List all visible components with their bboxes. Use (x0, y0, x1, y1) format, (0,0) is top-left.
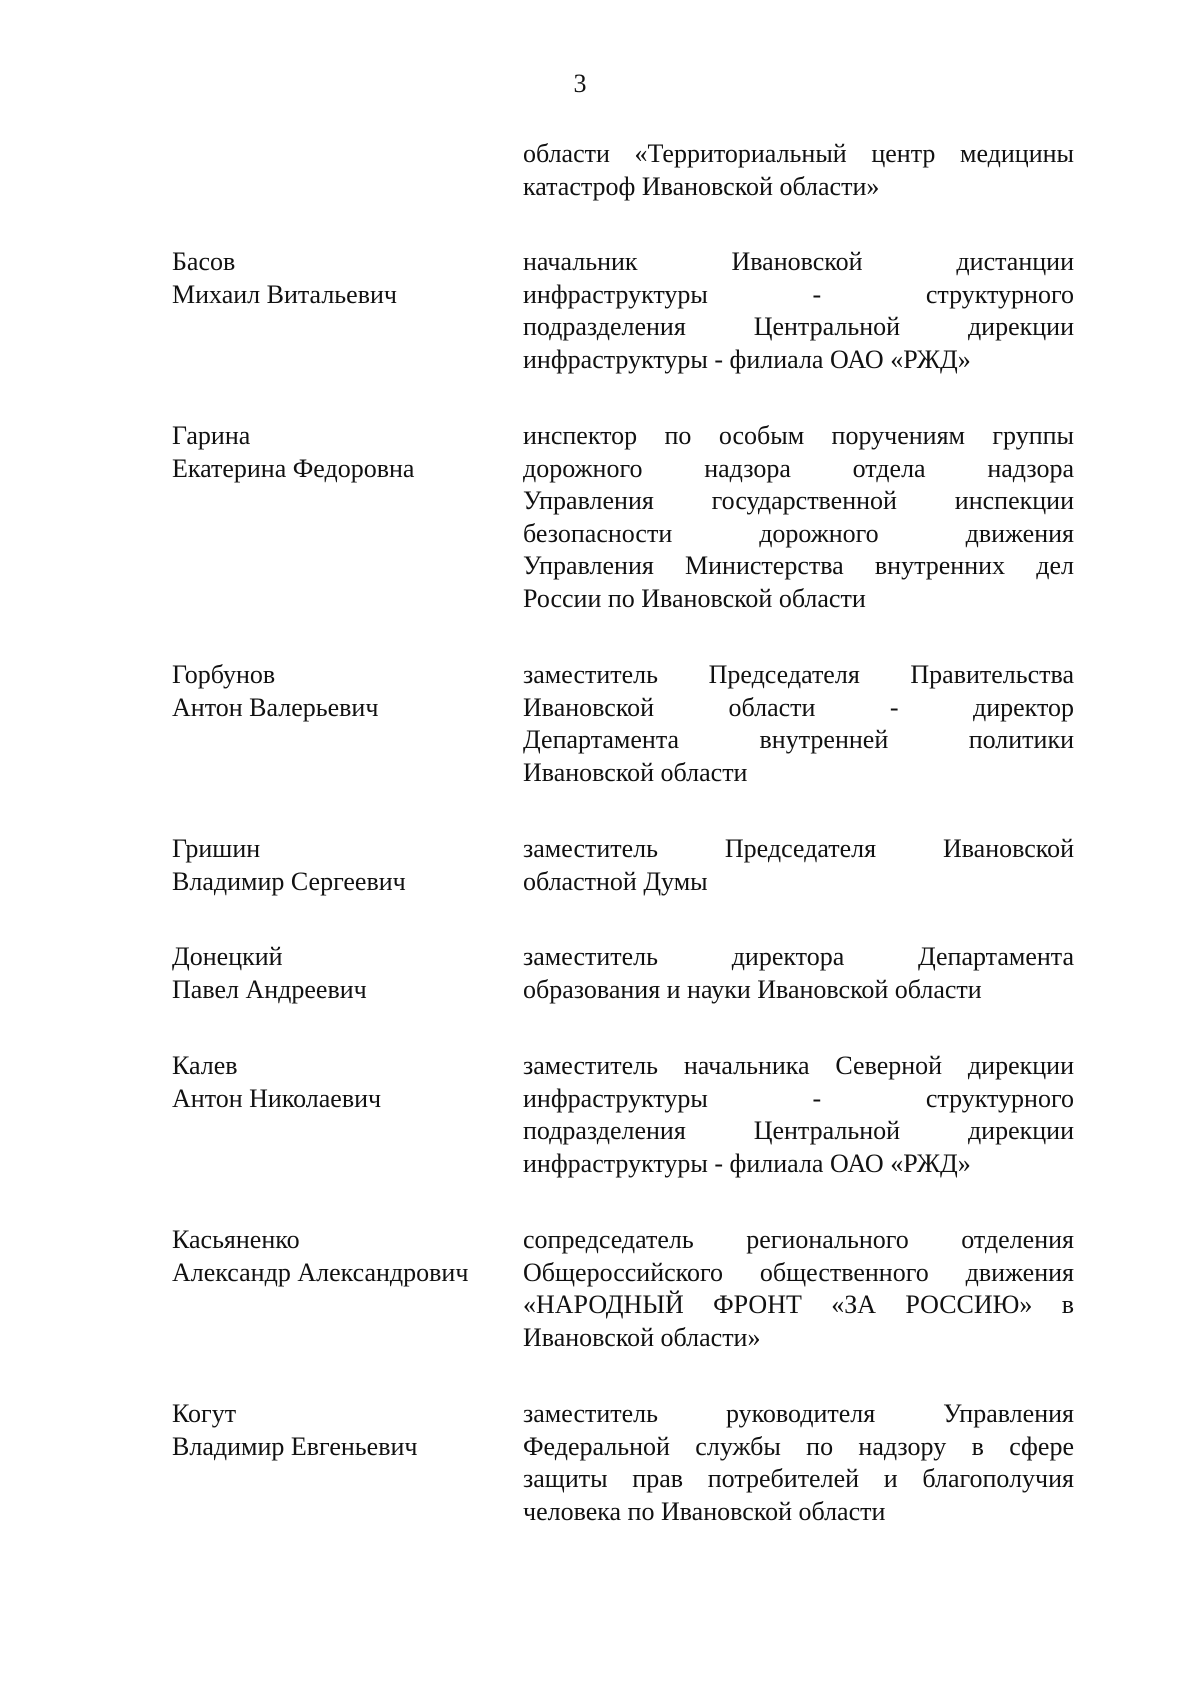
member-position (523, 833, 1074, 898)
position-line: заместитель руководителя Управления (523, 1399, 1074, 1428)
member-position (523, 420, 1074, 615)
member-name (172, 941, 512, 1006)
position-line: инфраструктуры - филиала ОАО «РЖД» (523, 1148, 971, 1178)
position-line: начальник Ивановской дистанции (523, 247, 1074, 276)
position-line: защиты прав потребителей и благополучия (523, 1464, 1074, 1493)
member-given-names: Владимир Евгеньевич (172, 1431, 418, 1461)
member-name (172, 1224, 512, 1289)
member-surname: Гарина (172, 421, 251, 450)
position-line: инфраструктуры - структурного (523, 279, 1074, 309)
member-surname: Когут (172, 1399, 237, 1428)
member-given-names: Павел Андреевич (172, 974, 367, 1004)
position-line: заместитель Председателя Ивановской (523, 834, 1074, 863)
member-position (523, 1224, 1074, 1354)
member-name (172, 1398, 512, 1463)
position-line: инспектор по особым поручениям группы (523, 421, 1074, 450)
position-line: заместитель Председателя Правительства (523, 660, 1074, 689)
continued-position (523, 138, 1074, 203)
position-line: Ивановской области» (523, 1322, 761, 1352)
member-given-names: Владимир Сергеевич (172, 866, 406, 896)
member-name (172, 1050, 512, 1115)
member-given-names: Михаил Витальевич (172, 279, 397, 309)
position-line: «НАРОДНЫЙ ФРОНТ «ЗА РОССИЮ» в (523, 1290, 1074, 1319)
member-given-names: Александр Александрович (172, 1257, 469, 1287)
position-line: Управления государственной инспекции (523, 486, 1074, 515)
position-line: Федеральной службы по надзору в сфере (523, 1431, 1074, 1461)
member-name (172, 420, 512, 485)
position-line: безопасности дорожного движения (523, 518, 1074, 548)
position-line: инфраструктуры - структурного (523, 1083, 1074, 1113)
member-surname: Донецкий (172, 942, 283, 971)
position-line: подразделения Центральной дирекции (523, 312, 1074, 341)
position-line: Ивановской области (523, 757, 748, 787)
member-name (172, 659, 512, 724)
position-line: человека по Ивановской области (523, 1496, 886, 1526)
member-position (523, 659, 1074, 789)
member-given-names: Екатерина Федоровна (172, 453, 415, 483)
member-surname: Горбунов (172, 660, 276, 689)
member-given-names: Антон Николаевич (172, 1083, 382, 1113)
member-position (523, 1050, 1074, 1180)
position-line: инфраструктуры - филиала ОАО «РЖД» (523, 344, 971, 374)
position-line: заместитель директора Департамента (523, 942, 1074, 971)
member-position (523, 941, 1074, 1006)
member-given-names: Антон Валерьевич (172, 692, 379, 722)
position-line: области «Территориальный центр медицины (523, 139, 1074, 168)
member-surname: Гришин (172, 834, 261, 863)
position-line: дорожного надзора отдела надзора (523, 453, 1074, 483)
member-name (172, 246, 512, 311)
position-line: Управления Министерства внутренних дел (523, 551, 1074, 580)
position-line: Общероссийского общественного движения (523, 1257, 1074, 1287)
page-number: 3 (573, 69, 587, 98)
position-line: России по Ивановской области (523, 583, 866, 613)
position-line: Департамента внутренней политики (523, 725, 1074, 754)
member-position (523, 246, 1074, 376)
member-surname: Калев (172, 1051, 238, 1080)
position-line: заместитель начальника Северной дирекции (523, 1051, 1074, 1080)
position-line: областной Думы (523, 866, 708, 896)
position-line: Ивановской области - директор (523, 692, 1074, 722)
member-surname: Касьяненко (172, 1225, 300, 1254)
member-name (172, 833, 512, 898)
position-line: подразделения Центральной дирекции (523, 1116, 1074, 1145)
position-line: катастроф Ивановской области» (523, 171, 880, 201)
position-line: сопредседатель регионального отделения (523, 1225, 1074, 1254)
member-surname: Басов (172, 247, 236, 276)
member-position (523, 1398, 1074, 1528)
position-line: образования и науки Ивановской области (523, 974, 982, 1004)
